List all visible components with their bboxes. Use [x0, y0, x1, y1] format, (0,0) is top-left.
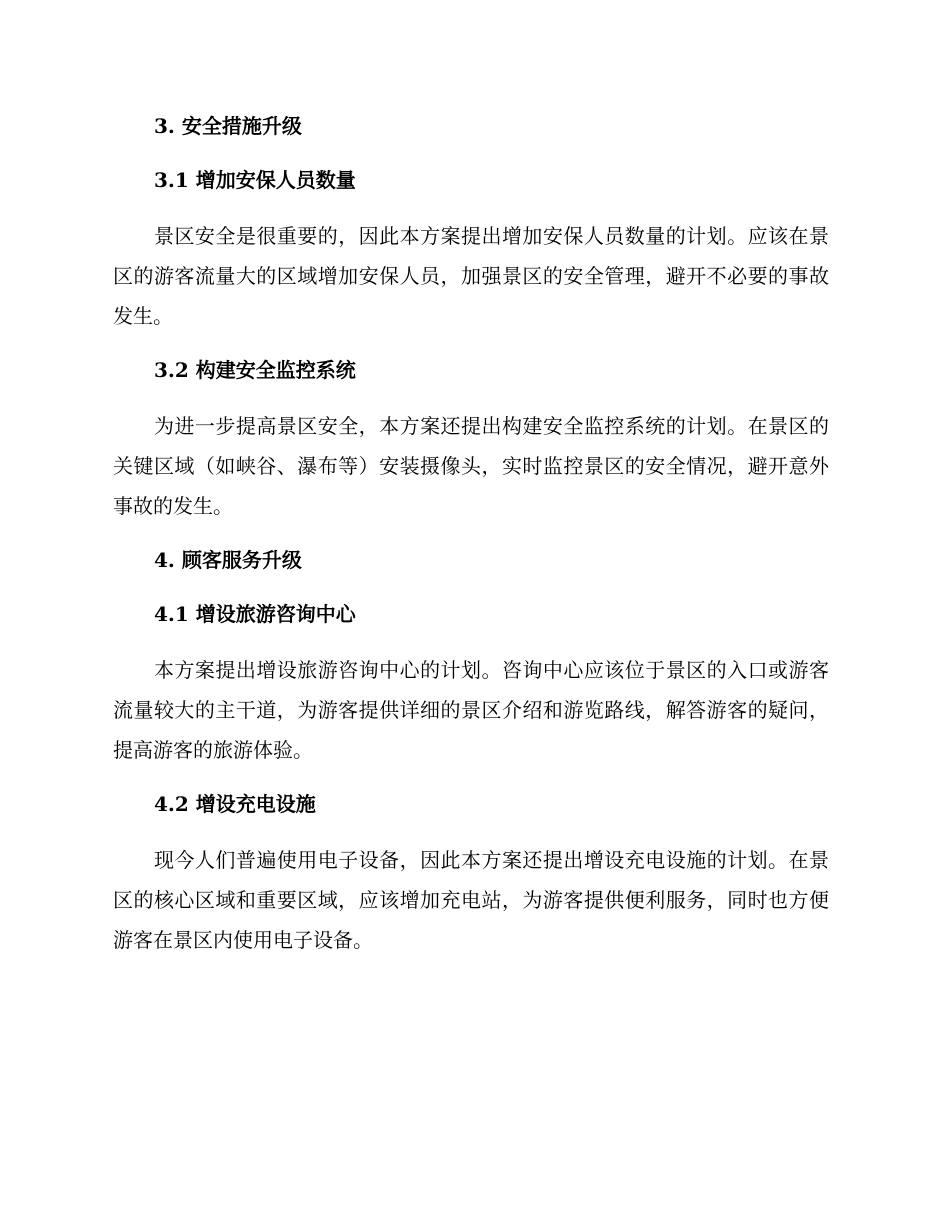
section-heading-4: 4. 顾客服务升级: [154, 548, 302, 572]
subsection-heading-4-2: 4.2 增设充电设施: [154, 792, 316, 816]
document-body: [113, 108, 829, 976]
paragraph-4-2: 现今人们普遍使用电子设备，因此本方案还提出增设充电设施的计划。在景区的核心区域和重要区域，应该增加充电站，为游客提供便利服务，同时也方便游客在景区内使用电子设备。: [113, 848, 829, 952]
subsection-heading-3-1: 3.1 增加安保人员数量: [154, 168, 356, 192]
paragraph-3-2: 为进一步提高景区安全，本方案还提出构建安全监控系统的计划。在景区的关键区域（如峡谷、瀑布等）安装摄像头，实时监控景区的安全情况，避开意外事故的发生。: [113, 414, 829, 518]
subsection-heading-3-2: 3.2 构建安全监控系统: [154, 358, 356, 382]
paragraph-4-1: 本方案提出增设旅游咨询中心的计划。咨询中心应该位于景区的入口或游客流量较大的主干道，为游客提供详细的景区介绍和游览路线，解答游客的疑问，提高游客的旅游体验。: [113, 658, 829, 762]
section-heading-3: 3. 安全措施升级: [154, 114, 302, 138]
paragraph-3-1: 景区安全是很重要的，因此本方案提出增加安保人员数量的计划。应该在景区的游客流量大的区域增加安保人员，加强景区的安全管理，避开不必要的事故发生。: [113, 224, 829, 328]
subsection-heading-4-1: 4.1 增设旅游咨询中心: [154, 602, 356, 626]
